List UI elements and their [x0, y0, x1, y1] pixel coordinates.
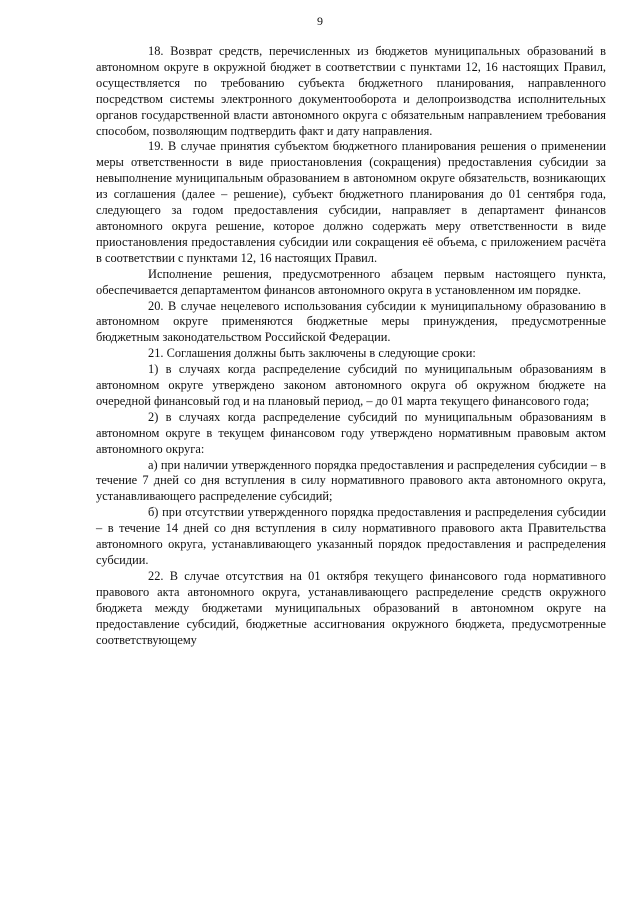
paragraph-22: 22. В случае отсутствия на 01 октября текущего финансового года нормативного правового акта автономного округа, устанавливающего распределение средств окружного бюджета между бюджетами муниципальных образований в автономном округе на предоставление субсидий, бюджетные ассигнования окружного бюджета, предусмотренные соответствующему [96, 568, 606, 647]
paragraph-20: 20. В случае нецелевого использования субсидии к муниципальному образованию в автономном округе применяются бюджетные меры принуждения, предусмотренные бюджетным законодательством Российской Федерации. [96, 298, 606, 345]
paragraph-21-item-1: 1) в случаях когда распределение субсидий по муниципальным образованиям в автономном округе утверждено законом автономного округа об окружном бюджете на очередной финансовый год и на плановый период, – до 01 марта текущего финансового года; [96, 362, 606, 408]
paragraph-19: 19. В случае принятия субъектом бюджетного планирования решения о применении меры ответственности в виде приостановления (сокращения) предоставления субсидии за невыполнение муниципальным образованием в автономном округе обязательств, возникающих из соглашения (далее – решение), субъект бюджетного планирования до 01 сентября года, следующего за годом предоставления субсидии, направляет в департамент финансов автономного округа решение, которое должно содержать меру ответственности в виде приостановления предоставления субсидии или сокращения её объема, с приложением расчёта в соответствии с пунктами 12, 16 настоящих Правил. [96, 139, 606, 265]
paragraph-18: 18. Возврат средств, перечисленных из бюджетов муниципальных образований в автономном округе в окружной бюджет в соответствии с пунктами 12, 16 настоящих Правил, осуществляется по требованию субъекта бюджетного планирования, направленного посредством системы электронного документооборота и делопроизводства исполнительных органов государственной власти автономного округа с обязательным направлением требования способом, позволяющим подтвердить факт и дату направления. [96, 44, 606, 138]
paragraph-21-item-2a: а) при наличии утвержденного порядка предоставления и распределения субсидии – в течение 7 дней со дня вступления в силу нормативного правового акта автономного округа, устанавливающего распределение субсидий; [96, 457, 606, 504]
paragraph-21-item-2: 2) в случаях когда распределение субсидий по муниципальным образованиям в автономном округе в текущем финансовом году утверждено нормативным правовым актом автономного округа: [96, 409, 606, 456]
document-body [96, 44, 606, 648]
page-number: 9 [317, 14, 323, 28]
paragraph-21-item-2b: б) при отсутствии утвержденного порядка предоставления и распределения субсидии – в течение 14 дней со дня вступления в силу нормативного правового акта Правительства автономного округа, устанавливающего указанный порядок предоставления и распределения субсидии. [96, 505, 606, 567]
paragraph-21: 21. Соглашения должны быть заключены в следующие сроки: [148, 346, 476, 361]
paragraph-19-execution: Исполнение решения, предусмотренного абзацем первым настоящего пункта, обеспечивается департаментом финансов автономного округа в установленном им порядке. [96, 266, 606, 297]
